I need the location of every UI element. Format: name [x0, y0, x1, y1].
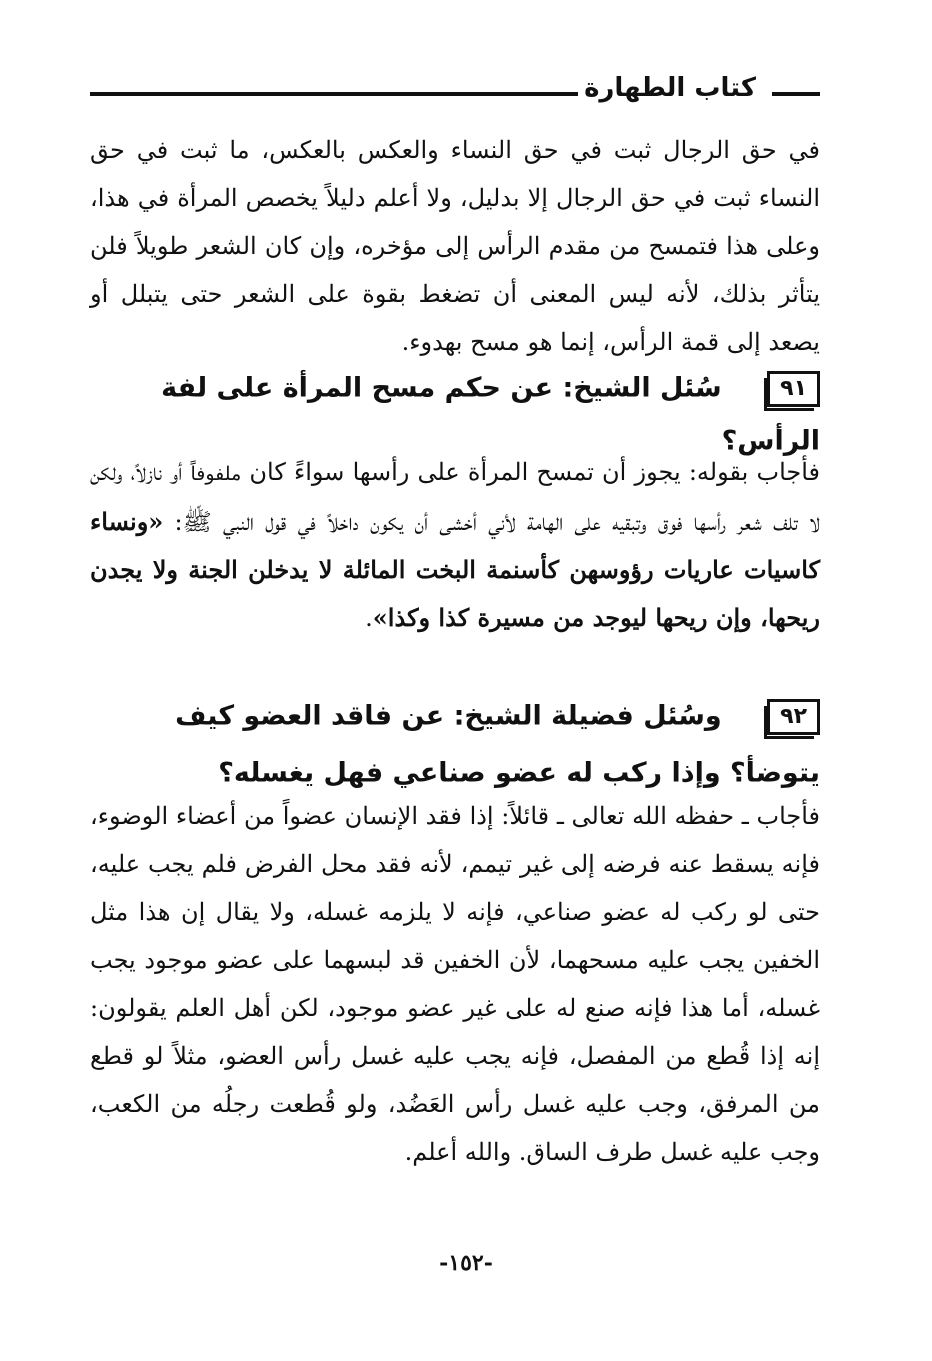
- answer-91: [90, 448, 820, 642]
- page-number: -١٥٢-: [439, 1250, 493, 1276]
- hadith-quote: «ونساء كاسيات عاريات رؤوسهن كأسنمة البخت المائلة لا يدخلن الجنة ولا يجدن ريحها، وإن ريحها ليوجد من مسيرة كذا وكذا»: [90, 507, 820, 632]
- answer-92: فأجاب ـ حفظه الله تعالى ـ قائلاً: إذا فقد الإنسان عضواً من أعضاء الوضوء، فإنه يسقط عنه فرضه إلى غير تيمم، لأنه فقد محل الفرض فلم يجب عليه، حتى لو ركب له عضو صناعي، فإنه لا يلزمه غسله، ولا يقال إن هذا مثل الخفين يجب عليه مسحهما، لأن الخفين قد لبسهما على عضو موجود يجب غسله، أما هذا فإنه صنع له على غير عضو موجود، لكن أهل العلم يقولون: إنه إذا قُطع من المفصل، فإنه يجب عليه غسل رأس العضو، مثلاً لو قطع من المرفق، وجب عليه غسل رأس العَضُد، ولو قُطعت رجلُه من الكعب، وجب عليه غسل طرف الساق. والله أعلم.: [90, 802, 821, 1166]
- answer-91-intro: فأجاب بقوله: يجوز أن تمسح المرأة على رأسها سواءً كان: [241, 458, 821, 486]
- paragraph-continuation: في حق الرجال ثبت في حق النساء والعكس بالعكس، ما ثبت في حق النساء ثبت في حق الرجال إلا بدليل، ولا أعلم دليلاً يخصص المرأة في هذا، وعلى هذا فتمسح من مقدم الرأس إلى مؤخره، وإن كان الشعر طويلاً فلن يتأثر بذلك، لأنه ليس المعنى أن تضغط بقوة على الشعر حتى يتبلل أو يصعد إلى قمة الرأس، إنما هو مسح بهدوء.: [90, 136, 820, 356]
- question-92-text: وسُئل فضيلة الشيخ: عن فاقد العضو كيف يتوضأ؟ وإذا ركب له عضو صناعي فهل يغسله؟: [175, 700, 820, 788]
- question-number-badge: ٩٢: [767, 699, 820, 735]
- answer-91-intro-small: ملفوفاً: [190, 463, 242, 485]
- chapter-title: كتاب الطهارة: [578, 70, 762, 106]
- answer-91-continuation: أو نازلاً، ولكن لا تلف شعر رأسها فوق وتبقيه على الهامة لأني أخشى أن يكون داخلاً في قول النبي ﷺ:: [90, 458, 820, 536]
- question-92-heading: [90, 688, 820, 801]
- running-header: [90, 70, 820, 106]
- answer-91-end: .: [365, 604, 373, 632]
- question-number-badge: ٩١: [767, 371, 820, 407]
- header-rule-right: [772, 92, 820, 96]
- question-91-text: سُئل الشيخ: عن حكم مسح المرأة على لفة الرأس؟: [161, 372, 820, 456]
- header-rule-left: [90, 92, 590, 96]
